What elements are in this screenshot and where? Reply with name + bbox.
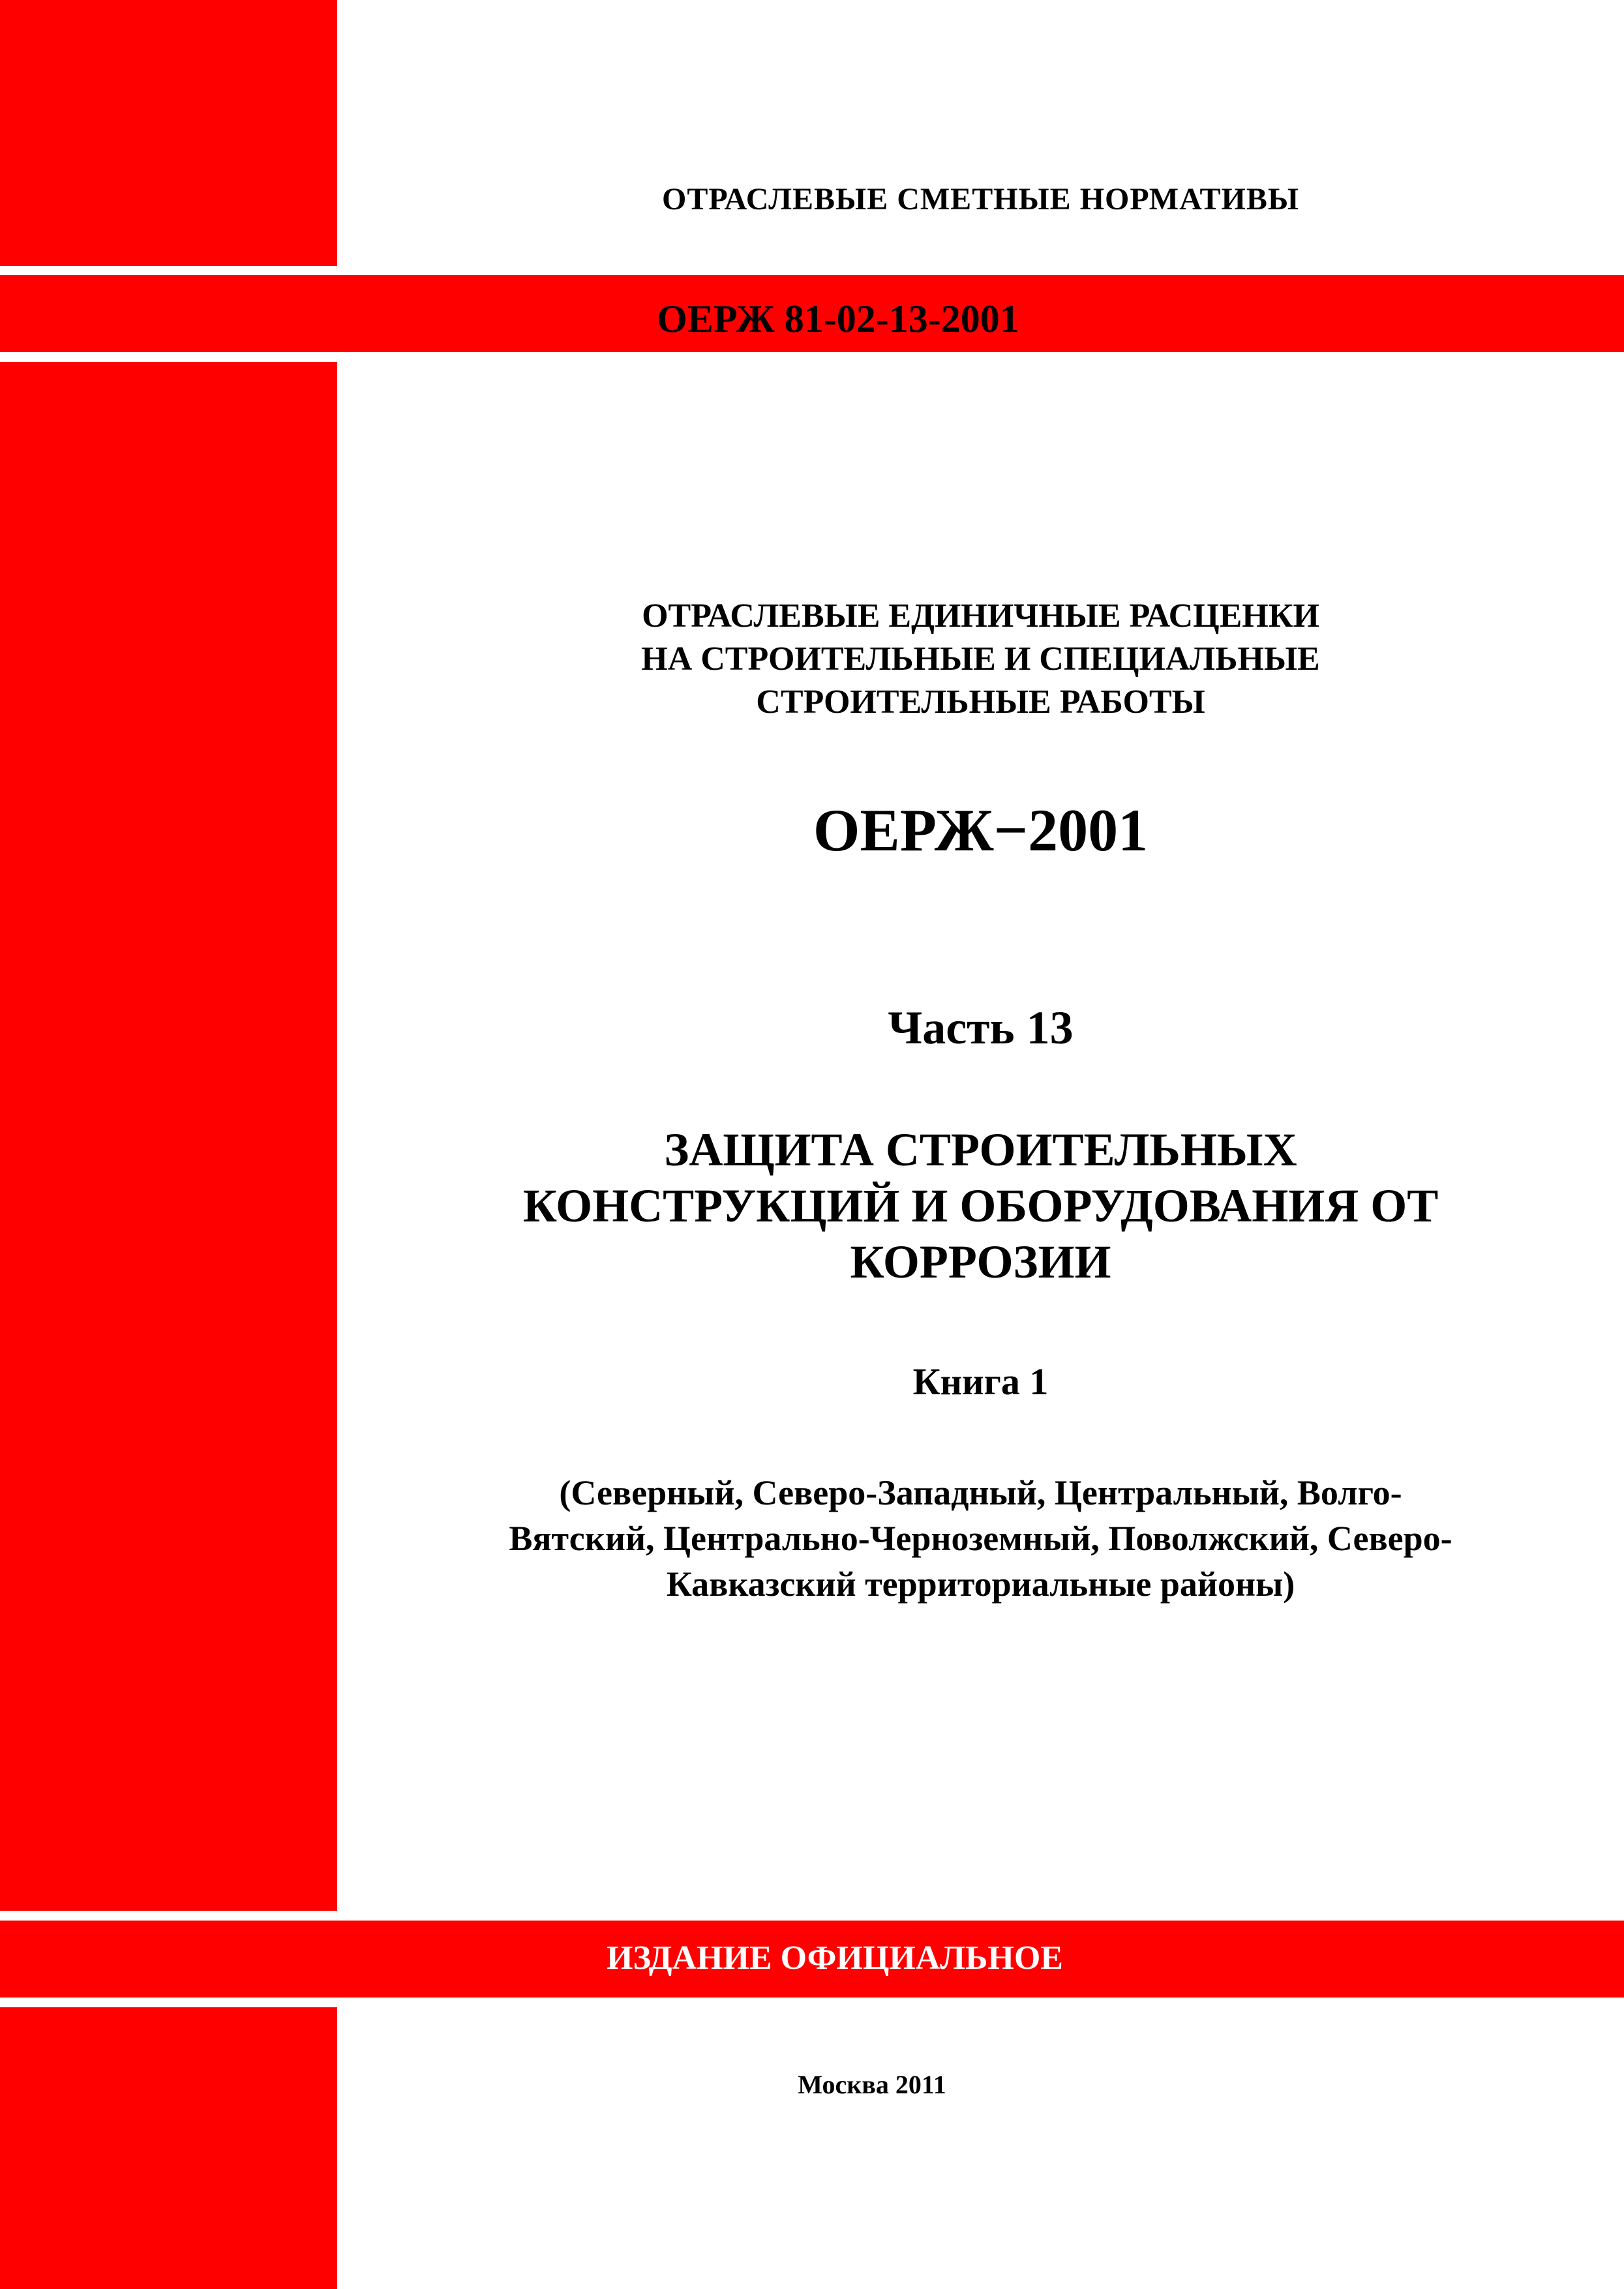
regions-line: Кавказский территориальные районы) xyxy=(666,1564,1295,1604)
part-number: Часть 13 xyxy=(888,1002,1074,1054)
regions-line: (Северный, Северо-Западный, Центральный, Волго- xyxy=(559,1473,1402,1512)
red-block-middle xyxy=(0,362,337,1911)
red-block-bottom xyxy=(0,2007,337,2289)
subject-line: КОРРОЗИИ xyxy=(850,1236,1111,1288)
red-block-top xyxy=(0,0,337,266)
title-line: СТРОИТЕЛЬНЫЕ РАБОТЫ xyxy=(756,683,1205,721)
territorial-regions xyxy=(337,1470,1624,1607)
title-line: НА СТРОИТЕЛЬНЫЕ И СПЕЦИАЛЬНЫЕ xyxy=(641,640,1320,678)
official-edition-label: ИЗДАНИЕ ОФИЦИАЛЬНОЕ xyxy=(607,1939,1063,1977)
title-line: ОТРАСЛЕВЫЕ ЕДИНИЧНЫЕ РАСЦЕНКИ xyxy=(642,597,1319,635)
series-title: ОТРАСЛЕВЫЕ СМЕТНЫЕ НОРМАТИВЫ xyxy=(661,182,1300,217)
subject-line: КОНСТРУКЦИЙ И ОБОРУДОВАНИЯ ОТ xyxy=(522,1180,1439,1232)
document-title xyxy=(337,595,1624,724)
city-year: Москва 2011 xyxy=(798,2070,946,2099)
regions-line: Вятский, Центрально-Черноземный, Поволжский, Северо- xyxy=(509,1519,1452,1558)
subject-line: ЗАЩИТА СТРОИТЕЛЬНЫХ xyxy=(664,1124,1297,1176)
document-abbreviation: ОЕРЖ−2001 xyxy=(813,797,1149,863)
book-number: Книга 1 xyxy=(912,1360,1049,1403)
part-subject xyxy=(337,1122,1624,1290)
document-code: ОЕРЖ 81-02-13-2001 xyxy=(657,297,1019,340)
